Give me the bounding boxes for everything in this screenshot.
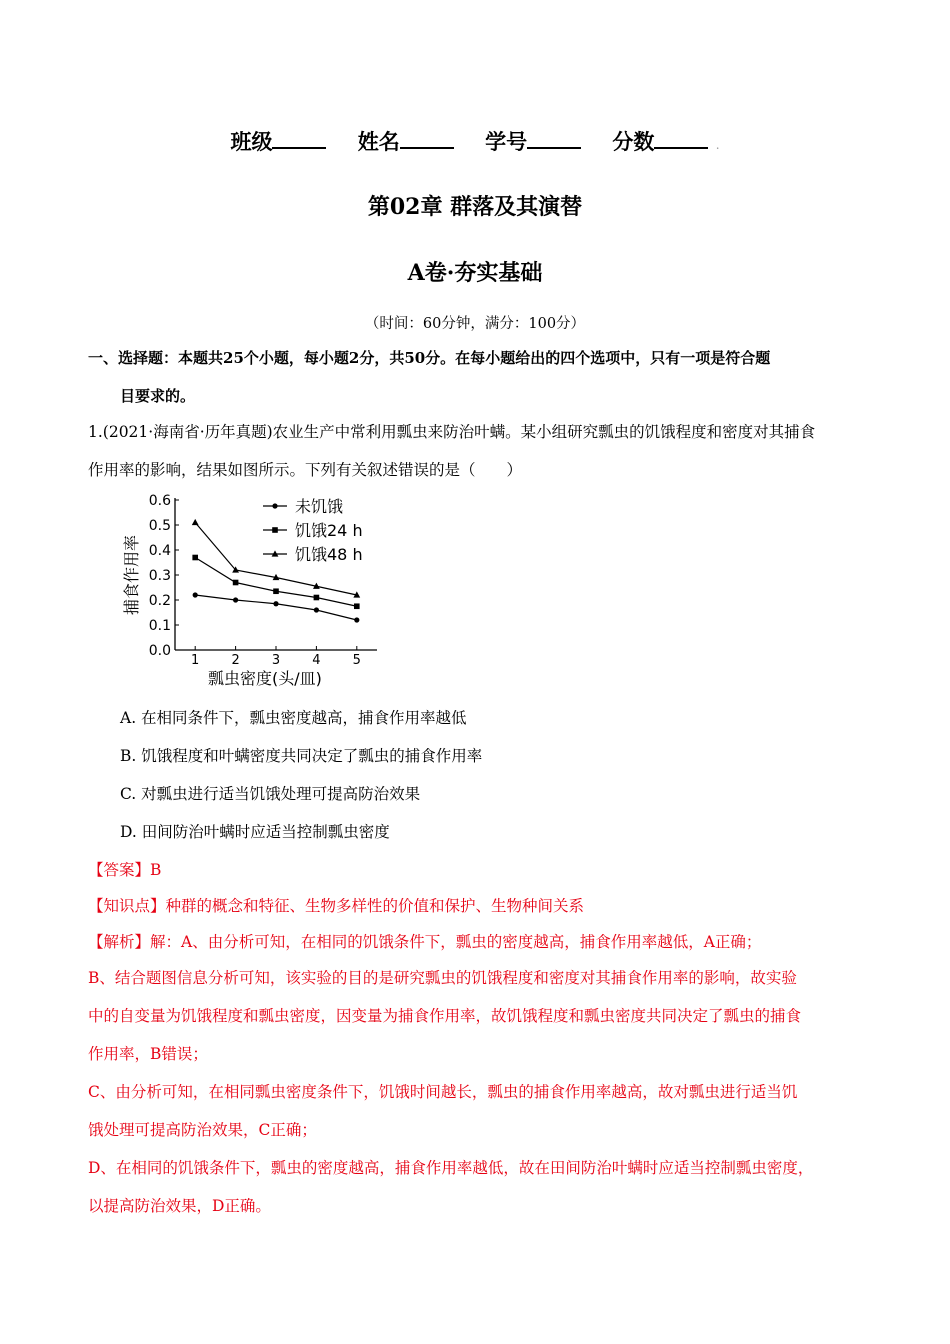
name-blank — [400, 129, 454, 149]
y-tick-label: 0.3 — [148, 568, 171, 584]
series-line-2 — [195, 558, 357, 607]
student-info-row — [0, 126, 950, 156]
y-tick-label: 0.1 — [148, 618, 171, 634]
paragraph-mark: . — [715, 138, 720, 152]
volume-title: A卷·夯实基础 — [407, 260, 543, 286]
y-tick-label: 0.4 — [148, 543, 171, 559]
score-label: 分数 — [612, 129, 655, 154]
line-chart — [115, 490, 395, 690]
question-stem-line1: 1.(2021·海南省·历年真题)农业生产中常利用瓢虫来防治叶螨。某小组研究瓢虫的饥饿程度和密度对其捕食 — [88, 423, 816, 441]
knowledge-value: 种群的概念和特征、生物多样性的价值和保护、生物种间关系 — [165, 897, 585, 915]
data-point — [233, 597, 238, 602]
question-stem-line2: 作用率的影响，结果如图所示。下列有关叙述错误的是（ ） — [88, 461, 523, 479]
legend-label: 饥饿48 h — [295, 545, 363, 564]
y-axis-label: 捕食作用率 — [122, 534, 141, 616]
knowledge-label: 【知识点】 — [88, 897, 166, 915]
x-tick-label: 5 — [352, 653, 361, 668]
option-a: A. 在相同条件下，瓢虫密度越高，捕食作用率越低 — [120, 709, 467, 727]
legend-marker — [272, 527, 278, 533]
analysis-line-7: D、在相同的饥饿条件下，瓢虫的密度越高，捕食作用率越低，故在田间防治叶螨时应适当控制瓢虫密度， — [88, 1159, 814, 1177]
section-heading-line1: 一、选择题：本题共25个小题，每小题2分，共50分。在每小题给出的四个选项中，只有一项是符合题 — [88, 349, 771, 367]
analysis-line-4: 作用率，B错误； — [88, 1045, 208, 1063]
section-heading-line2: 目要求的。 — [120, 387, 196, 405]
x-tick-label: 1 — [191, 653, 200, 668]
name-label: 姓名 — [357, 129, 400, 154]
data-point — [192, 519, 199, 525]
legend-label: 饥饿24 h — [295, 521, 363, 540]
analysis-line-1 — [88, 932, 761, 952]
data-point — [354, 603, 360, 609]
answer-line — [88, 860, 161, 880]
number-blank — [527, 129, 581, 149]
data-point — [314, 607, 319, 612]
analysis-text-1: 解：A、由分析可知，在相同的饥饿条件下，瓢虫的密度越高，捕食作用率越低，A正确； — [150, 933, 762, 951]
data-point — [273, 601, 278, 606]
analysis-line-3: 中的自变量为饥饿程度和瓢虫密度，因变量为捕食作用率，故饥饿程度和瓢虫密度共同决定了瓢虫的捕食 — [88, 1007, 802, 1025]
option-b: B. 饥饿程度和叶螨密度共同决定了瓢虫的捕食作用率 — [120, 747, 483, 765]
class-label: 班级 — [230, 129, 273, 154]
time-info: （时间：60分钟，满分：100分） — [364, 316, 586, 332]
data-point — [354, 617, 359, 622]
x-tick-label: 4 — [312, 653, 321, 668]
option-d: D. 田间防治叶螨时应适当控制瓢虫密度 — [120, 823, 390, 841]
analysis-line-2: B、结合题图信息分析可知，该实验的目的是研究瓢虫的饥饿程度和密度对其捕食作用率的影响，故实验 — [88, 969, 797, 987]
analysis-line-6: 饿处理可提高防治效果，C正确； — [88, 1121, 317, 1139]
analysis-line-8: 以提高防治效果，D正确。 — [88, 1197, 271, 1215]
y-tick-label: 0.2 — [148, 593, 171, 609]
legend-marker — [272, 503, 277, 508]
series-line-1 — [195, 595, 357, 620]
data-point — [192, 555, 198, 561]
number-label: 学号 — [485, 129, 528, 154]
chapter-title: 第02章 群落及其演替 — [367, 194, 583, 220]
data-point — [193, 592, 198, 597]
data-point — [314, 595, 320, 601]
y-tick-label: 0.6 — [148, 493, 171, 509]
analysis-line-5: C、由分析可知，在相同瓢虫密度条件下，饥饿时间越长，瓢虫的捕食作用率越高，故对瓢虫进行适当饥 — [88, 1083, 798, 1101]
knowledge-line — [88, 896, 584, 916]
class-blank — [272, 129, 326, 149]
x-tick-label: 2 — [231, 653, 240, 668]
x-tick-label: 3 — [271, 653, 281, 668]
y-tick-label: 0.5 — [148, 518, 171, 534]
answer-label: 【答案】 — [88, 861, 151, 879]
score-blank — [654, 129, 708, 149]
y-tick-label: 0.0 — [148, 643, 171, 659]
option-c: C. 对瓢虫进行适当饥饿处理可提高防治效果 — [120, 785, 421, 803]
legend-label: 未饥饿 — [295, 497, 344, 516]
data-point — [273, 588, 279, 594]
analysis-label: 【解析】 — [88, 933, 151, 951]
x-axis-label: 瓢虫密度(头/皿) — [208, 669, 322, 688]
data-point — [233, 580, 239, 586]
answer-value: B — [150, 861, 162, 879]
